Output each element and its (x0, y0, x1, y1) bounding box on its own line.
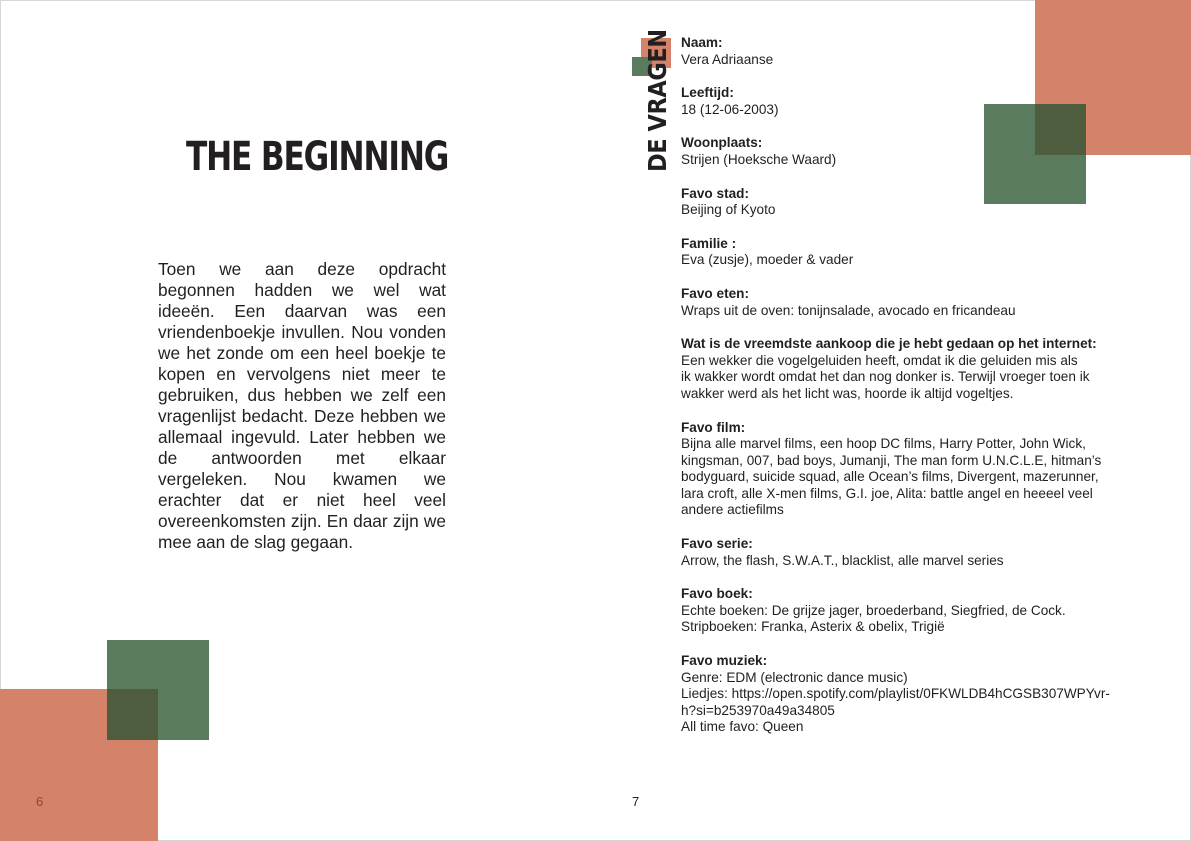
answer-text: Strijen (Hoeksche Waard) (681, 151, 837, 167)
page-number-right: 7 (632, 794, 640, 809)
intro-paragraph: Toen we aan deze opdracht begonnen hadden we wel wat ideeën. Een daarvan was een vriendenboekje invullen. Nou vonden we het zonde om een heel boekje te kopen en vervolgens niet meer te gebruiken, dus hebben we zelf een vragenlijst bedacht. Deze hebben we allemaal ingevuld. Later hebben we de antwoorden met elkaar vergeleken. Nou kwamen we erachter dat er niet heel veel overeenkomsten zijn. En daar zijn we mee aan de slag gegaan. (158, 259, 446, 552)
qa-family (681, 236, 1166, 269)
answer-text: 18 (12-06-2003) (681, 101, 779, 117)
answer-text: Eva (zusje), moeder & vader (681, 252, 854, 268)
section-label-text: DE VRAGEN (643, 29, 672, 172)
answer-text: Genre: EDM (electronic dance music) Liedjes: https://open.spotify.com/playlist/0FKWLDB4hCGSB307WPYvr- h?si=b253970a49a34805 All time favo: Queen (681, 669, 1110, 735)
qa-food (681, 286, 1166, 319)
qa-residence (681, 135, 1166, 168)
question-label: Naam: (681, 35, 723, 50)
question-label: Favo film: (681, 419, 746, 435)
answer-text: Bijna alle marvel films, een hoop DC films, Harry Potter, John Wick, kingsman, 007, bad boys, Jumanji, The man form U.N.C.L.E, hitman’s bodyguard, suicide squad, alle Ocean’s films, Divergent, mazerunner, lara croft, alle X-men films, G.I. joe, Alita: battle angel en heeeel veel andere actiefilms (681, 436, 1102, 518)
qa-name (681, 35, 1166, 68)
question-label: Familie : (681, 235, 737, 251)
answer-text: Echte boeken: De grijze jager, broederband, Siegfried, de Cock. Stripboeken: Franka, Asterix & obelix, Trigië (681, 602, 1066, 635)
question-label: Wat is de vreemdste aankoop die je hebt gedaan op het internet: (681, 336, 1097, 352)
qa-film (681, 420, 1166, 520)
qa-age (681, 85, 1166, 118)
question-label: Leeftijd: (681, 85, 734, 101)
answer-text: Vera Adriaanse (681, 51, 774, 67)
qa-city (681, 186, 1166, 219)
question-label: Favo serie: (681, 536, 753, 552)
page-title: THE BEGINNING (186, 134, 449, 180)
qa-strangest-purchase (681, 336, 1166, 402)
answer-text: Arrow, the flash, S.W.A.T., blacklist, alle marvel series (681, 552, 1004, 568)
overlap-square-bottom-left (107, 689, 158, 740)
question-label: Favo stad: (681, 185, 749, 201)
qa-music (681, 653, 1166, 736)
answer-text: Beijing of Kyoto (681, 202, 776, 218)
qa-book (681, 586, 1166, 636)
question-label: Favo boek: (681, 586, 753, 602)
question-label: Favo muziek: (681, 653, 768, 669)
question-label: Woonplaats: (681, 135, 763, 151)
section-label-vertical (645, 13, 671, 172)
question-label: Favo eten: (681, 285, 749, 301)
page-number-left: 6 (36, 794, 44, 809)
qa-series (681, 536, 1166, 569)
answer-text: Wraps uit de oven: tonijnsalade, avocado en fricandeau (681, 302, 1016, 318)
answer-text: Een wekker die vogelgeluiden heeft, omdat ik die geluiden mis als ik wakker wordt omdat het dan nog donker is. Terwijl vroeger toen ik wakker werd als het licht was, hoorde ik altijd vogeltjes. (681, 352, 1090, 401)
questionnaire (681, 35, 1166, 753)
